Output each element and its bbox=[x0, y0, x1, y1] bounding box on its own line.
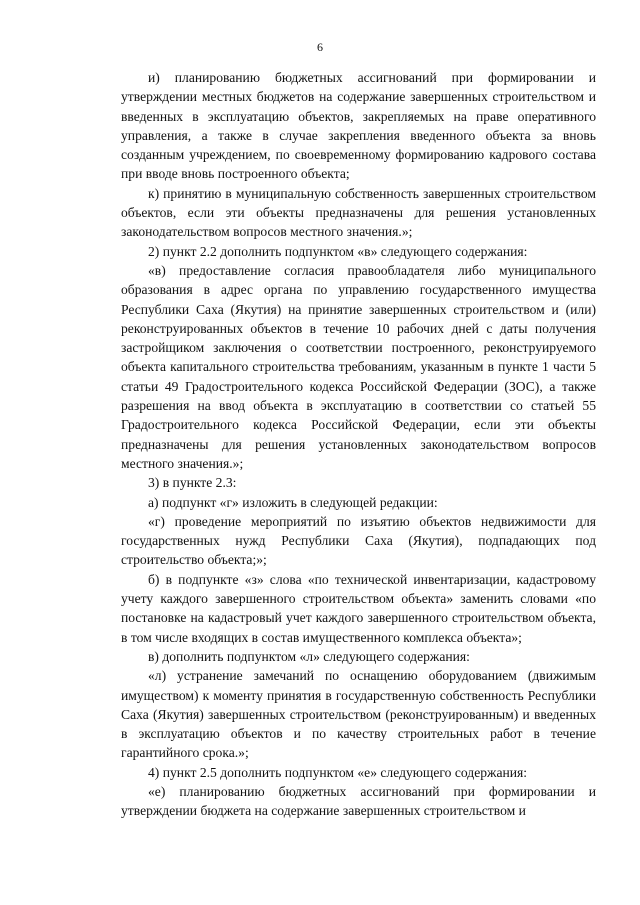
paragraph-k: к) принятию в муниципальную собственность завершенных строительством объектов, если эти объекты предназначены для решения установленных законодательством вопросов местного значения.»; bbox=[121, 185, 596, 240]
paragraph-a: а) подпункт «г» изложить в следующей редакции: bbox=[148, 494, 438, 510]
paragraph-i: и) планированию бюджетных ассигнований при формировании и утверждении местных бюджетов на содержание завершенных строительством и введенных в эксплуатацию объектов, закрепляемых на праве оперативного управления, а также в случае закрепления введенного объекта за вновь созданным учреждением, по своевременному формированию кадрового состава при вводе вновь построенного объекта; bbox=[121, 70, 596, 182]
paragraph-item-4: 4) пункт 2.5 дополнить подпунктом «е» следующего содержания: bbox=[148, 764, 528, 780]
paragraph-v: в) дополнить подпунктом «л» следующего содержания: bbox=[148, 648, 470, 664]
paragraph-subitem-v: «в) предоставление согласия правообладателя либо муниципального образования в адрес органа по управлению государственного имущества Республики Саха (Якутия) на принятие завершенных строительством и (или) реконструированных объектов в течение 10 рабочих дней с даты получения застройщиком заключения о соответствии построенного, реконструируемого объекта капитального строительства требованиям, указанным в пункте 1 части 5 статьи 49 Градостроительного кодекса Российской Федерации (ЗОС), а также разрешения на ввод объекта в эксплуатацию в соответствии со статьей 55 Градостроительного кодекса Российской Федерации, если эти объекты предназначены для решения установленных законодательством вопросов местного значения.»; bbox=[121, 262, 596, 471]
paragraph-subitem-l: «л) устранение замечаний по оснащению оборудованием (движимым имуществом) к моменту принятия в государственную собственность Республики Саха (Якутия) завершенных строительством (реконструированным) и введенных в эксплуатацию объектов и по качеству строительных работ в течение гарантийного срока.»; bbox=[121, 668, 596, 761]
page-number: 6 bbox=[317, 40, 323, 54]
paragraph-subitem-g: «г) проведение мероприятий по изъятию объектов недвижимости для государственных нужд Республики Саха (Якутия), подпадающих под строительство объекта;»; bbox=[121, 513, 596, 568]
paragraph-item-2: 2) пункт 2.2 дополнить подпунктом «в» следующего содержания: bbox=[148, 243, 528, 259]
paragraph-subitem-e: «е) планированию бюджетных ассигнований при формировании и утверждении бюджета на содержание завершенных строительством и bbox=[121, 783, 596, 819]
paragraph-b: б) в подпункте «з» слова «по технической инвентаризации, кадастровому учету каждого завершенного строительством объекта» заменить словами «по постановке на кадастровый учет каждого завершенного строительством объекта, в том числе входящих в состав имущественного комплекса объекта»; bbox=[121, 571, 596, 645]
paragraph-item-3: 3) в пункте 2.3: bbox=[148, 475, 237, 491]
document-body bbox=[121, 68, 596, 821]
